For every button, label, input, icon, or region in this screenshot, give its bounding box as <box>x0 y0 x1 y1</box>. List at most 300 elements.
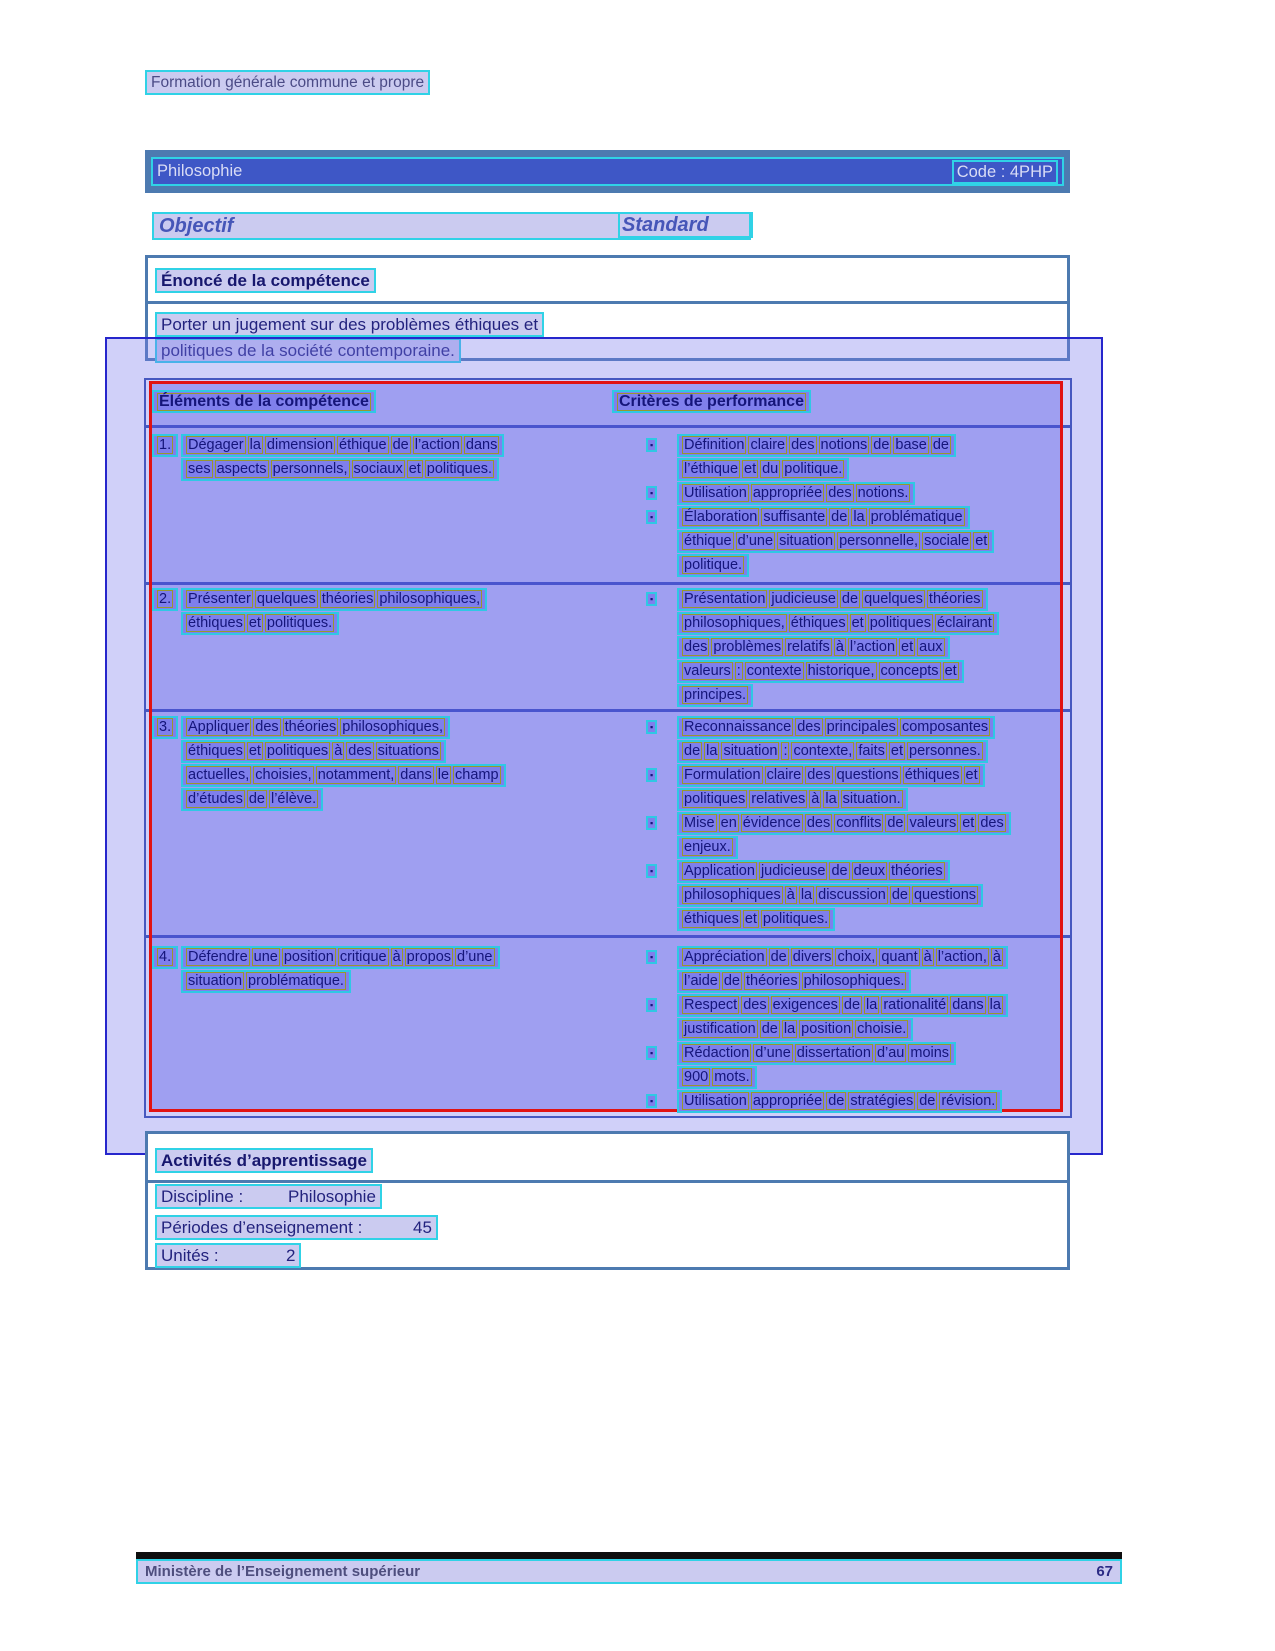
word: claire <box>766 767 802 783</box>
footer-ministry: Ministère de l’Enseignement supérieur <box>145 1563 421 1580</box>
field-label: Périodes d’enseignement : <box>161 1218 363 1237</box>
word: et <box>962 815 975 831</box>
footer-rule <box>136 1552 1122 1559</box>
word: politiques. <box>762 911 829 927</box>
text-line-box <box>181 970 351 993</box>
word: à <box>334 743 343 759</box>
criterion <box>650 482 1072 506</box>
text-line-box <box>181 458 499 481</box>
word: et <box>901 639 914 655</box>
word: théories <box>321 591 374 607</box>
course-title: Philosophie <box>157 162 243 180</box>
text-line <box>677 1090 1072 1114</box>
word: des <box>807 767 831 783</box>
text-line <box>677 908 1072 932</box>
objectif-standard-band <box>152 212 751 240</box>
text-line <box>677 612 1072 636</box>
word: l’aide <box>684 973 718 989</box>
text-line-box <box>677 788 908 811</box>
word: enjeux. <box>684 839 731 855</box>
word: : <box>783 743 788 759</box>
table-header-elements: Éléments de la compétence <box>152 390 376 413</box>
word: la <box>783 1021 796 1037</box>
criterion <box>650 506 1072 578</box>
word: critique <box>339 949 387 965</box>
criterion <box>650 946 1072 994</box>
word: composantes <box>901 719 989 735</box>
activites-divider <box>148 1180 1067 1183</box>
word: des <box>806 815 831 831</box>
word: Appliquer <box>188 719 250 735</box>
word: philosophiques, <box>684 615 785 631</box>
table-row <box>144 434 1072 578</box>
word: valeurs <box>684 663 731 679</box>
table-header-row <box>152 390 1080 413</box>
word: l’action <box>414 437 460 453</box>
word: concepts <box>880 663 939 679</box>
word: Présentation <box>684 591 766 607</box>
text-line <box>677 884 1072 908</box>
text-line <box>677 994 1072 1018</box>
word: éthiques <box>188 615 243 631</box>
enonce-divider <box>148 301 1067 304</box>
word: des <box>791 437 815 453</box>
word: éthiques <box>904 767 960 783</box>
word: politiques. <box>426 461 493 477</box>
text-line-box <box>677 716 995 739</box>
criterion <box>650 716 1072 764</box>
word: Utilisation <box>684 1093 747 1109</box>
top-label-text: Formation générale commune et propre <box>145 70 430 95</box>
word: à <box>923 949 932 965</box>
bullet-icon: ▪ <box>646 486 657 500</box>
text-line <box>677 588 1072 612</box>
word: Formulation <box>684 767 761 783</box>
word: et <box>890 743 904 759</box>
word: la <box>825 791 837 807</box>
word: d’une <box>755 1045 791 1061</box>
criteria-cell <box>612 434 1072 578</box>
word: politique. <box>684 557 743 573</box>
word: personnes. <box>909 743 981 759</box>
text-line-box <box>677 1090 1002 1113</box>
word: historique, <box>807 663 875 679</box>
word: en <box>720 815 737 831</box>
word: théories <box>928 591 981 607</box>
word: politiques <box>266 743 329 759</box>
word: actuelles, <box>188 767 250 783</box>
word: deux <box>853 863 886 879</box>
text-line-box <box>677 994 1008 1017</box>
word: et <box>944 663 957 679</box>
bullet-icon: ▪ <box>646 768 657 782</box>
word: et <box>744 911 757 927</box>
word: notions. <box>857 485 909 501</box>
word: position <box>801 1021 852 1037</box>
text-line <box>677 482 1072 506</box>
element-cell <box>144 588 612 708</box>
text-line <box>181 716 612 740</box>
word: contexte, <box>793 743 853 759</box>
field-unites <box>155 1243 301 1268</box>
word: et <box>248 615 261 631</box>
word: principes. <box>684 687 747 703</box>
text-line-box <box>677 554 749 577</box>
word: situations <box>377 743 439 759</box>
bullet-icon: ▪ <box>646 438 657 452</box>
word: à <box>811 791 820 807</box>
word: Dégager <box>188 437 244 453</box>
footer <box>136 1559 1122 1584</box>
word: l’éthique <box>684 461 739 477</box>
word: dans <box>465 437 498 453</box>
word: Application <box>684 863 755 879</box>
enonce-box <box>145 255 1070 361</box>
footer-page-number: 67 <box>1096 1563 1113 1580</box>
word: dans <box>952 997 984 1013</box>
text-line <box>677 836 1072 860</box>
bullet-icon: ▪ <box>646 864 657 878</box>
text-line-box <box>181 764 506 787</box>
word: quelques <box>256 591 316 607</box>
text-line-box <box>677 636 950 659</box>
text-line-box <box>677 970 911 993</box>
word: problématique. <box>248 973 344 989</box>
word: 4. <box>159 949 172 965</box>
word: personnels, <box>272 461 348 477</box>
text-line <box>181 946 612 970</box>
bullet-icon: ▪ <box>646 950 657 964</box>
text-line-box <box>677 1066 757 1089</box>
word: d’au <box>876 1045 905 1061</box>
word: et <box>851 615 864 631</box>
element-cell <box>144 434 612 578</box>
word: de <box>891 887 908 903</box>
text-line <box>181 740 612 764</box>
word: politiques <box>684 791 746 807</box>
word: questions <box>913 887 977 903</box>
bullet-icon: ▪ <box>646 720 657 734</box>
criteria-cell <box>612 716 1072 932</box>
word: des <box>743 997 767 1013</box>
bullet-icon: ▪ <box>646 816 657 830</box>
word: 2. <box>159 591 172 607</box>
text-line <box>677 636 1072 660</box>
word: conflits <box>836 815 882 831</box>
element-cell <box>144 946 612 1114</box>
word: choisies, <box>255 767 312 783</box>
enonce-line: politiques de la société contemporaine. <box>155 338 461 363</box>
text-line <box>677 458 1072 482</box>
course-title-strip <box>151 157 1064 186</box>
word: éclairant <box>936 615 992 631</box>
word: philosophiques <box>684 887 781 903</box>
word: base <box>895 437 927 453</box>
field-value: Philosophie <box>288 1187 376 1206</box>
word: Défendre <box>188 949 248 965</box>
word: philosophiques, <box>342 719 444 735</box>
text-line-box <box>677 946 1008 969</box>
text-line <box>677 1042 1072 1066</box>
criterion <box>650 434 1072 482</box>
criterion <box>650 994 1072 1042</box>
text-line <box>181 612 612 636</box>
word: choix, <box>837 949 876 965</box>
word: la <box>249 437 261 453</box>
word: champ <box>455 767 499 783</box>
word: notamment, <box>317 767 395 783</box>
text-line-box <box>677 612 999 635</box>
field-label: Discipline : <box>161 1187 244 1206</box>
objectif-heading: Objectif <box>159 215 234 237</box>
word: la <box>706 743 718 759</box>
text-line <box>677 530 1072 554</box>
field-value: 45 <box>413 1218 432 1237</box>
course-title-bar <box>145 150 1070 193</box>
criterion <box>650 1090 1072 1114</box>
criterion <box>650 764 1072 812</box>
top-label <box>145 70 430 95</box>
row-number <box>152 946 178 969</box>
word: 900 <box>684 1069 709 1085</box>
word: la <box>989 997 1001 1013</box>
word: judicieuse <box>760 863 826 879</box>
text-line <box>677 764 1072 788</box>
word: stratégies <box>850 1093 914 1109</box>
word: éthique <box>339 437 387 453</box>
word: Mise <box>684 815 715 831</box>
bullet-icon: ▪ <box>646 1046 657 1060</box>
word: discussion <box>818 887 886 903</box>
word: le <box>437 767 450 783</box>
word: moins <box>910 1045 950 1061</box>
word: et <box>408 461 421 477</box>
word: de <box>723 973 740 989</box>
text-line-box <box>677 1018 913 1041</box>
word: relatives <box>751 791 806 807</box>
word: position <box>283 949 334 965</box>
word: de <box>761 1021 778 1037</box>
table-row <box>144 588 1072 708</box>
word: de <box>932 437 949 453</box>
word: dimension <box>266 437 334 453</box>
word: la <box>853 509 865 525</box>
word: relatifs <box>787 639 830 655</box>
word: de <box>887 815 904 831</box>
word: philosophiques, <box>379 591 481 607</box>
word: Présenter <box>188 591 251 607</box>
text-line-box <box>677 884 983 907</box>
table-header-criteres: Critères de performance <box>612 390 811 413</box>
word: sociaux <box>353 461 403 477</box>
text-line-box <box>677 458 849 481</box>
word: situation. <box>842 791 901 807</box>
word: dissertation <box>796 1045 871 1061</box>
criteria-cell <box>612 588 1072 708</box>
word: d’une <box>737 533 774 549</box>
text-line-box <box>677 684 753 707</box>
word: personnelle, <box>839 533 919 549</box>
word: quelques <box>864 591 923 607</box>
word: théories <box>746 973 798 989</box>
word: Utilisation <box>684 485 747 501</box>
word: de <box>831 509 848 525</box>
word: divers <box>792 949 832 965</box>
text-line <box>677 434 1072 458</box>
word: éthiques <box>790 615 846 631</box>
bullet-icon: ▪ <box>646 592 657 606</box>
text-line-box <box>677 860 950 883</box>
word: politiques. <box>266 615 333 631</box>
criterion <box>650 1042 1072 1090</box>
word: de <box>843 997 861 1013</box>
text-line-box <box>677 836 738 859</box>
word: politiques <box>869 615 931 631</box>
text-line-box <box>181 716 450 739</box>
word: claire <box>750 437 786 453</box>
text-line <box>677 860 1072 884</box>
field-discipline <box>155 1184 382 1209</box>
word: des <box>980 815 1004 831</box>
word: propos <box>406 949 452 965</box>
text-line-box <box>181 946 500 969</box>
bullet-icon: ▪ <box>646 998 657 1012</box>
word: ses <box>188 461 211 477</box>
text-line <box>677 740 1072 764</box>
word: dans <box>400 767 432 783</box>
activites-box <box>145 1131 1070 1270</box>
word: d’études <box>188 791 243 807</box>
text-line <box>677 716 1072 740</box>
word: à <box>392 949 401 965</box>
word: Appréciation <box>684 949 765 965</box>
word: de <box>873 437 890 453</box>
word: 3. <box>159 719 172 735</box>
course-code: Code : 4PHP <box>952 160 1058 184</box>
word: des <box>684 639 708 655</box>
word: suffisante <box>763 509 826 525</box>
criterion <box>650 812 1072 860</box>
word: situation <box>723 743 778 759</box>
word: à <box>786 887 795 903</box>
text-line <box>677 946 1072 970</box>
word: l’action, <box>937 949 987 965</box>
row-number <box>152 716 178 739</box>
word: à <box>992 949 1001 965</box>
text-line-box <box>181 788 323 811</box>
bullet-icon: ▪ <box>646 1094 657 1108</box>
row-number <box>152 434 178 457</box>
word: de <box>770 949 787 965</box>
word: Reconnaissance <box>684 719 792 735</box>
word: Élaboration <box>684 509 758 525</box>
word: situation <box>188 973 243 989</box>
word: valeurs <box>909 815 957 831</box>
text-line-box <box>677 482 915 505</box>
text-line <box>181 434 612 458</box>
word: quant <box>881 949 918 965</box>
word: 1. <box>159 437 172 453</box>
table-content <box>144 378 1072 1118</box>
word: théories <box>891 863 943 879</box>
activites-title: Activités d’apprentissage <box>155 1148 373 1173</box>
word: des <box>828 485 852 501</box>
criteria-cell <box>612 946 1072 1114</box>
word: problèmes <box>713 639 782 655</box>
word: contexte <box>746 663 802 679</box>
text-line-box <box>677 812 1011 835</box>
enonce-line: Porter un jugement sur des problèmes éthiques et <box>155 312 544 337</box>
word: politique. <box>784 461 843 477</box>
word: d’une <box>457 949 493 965</box>
word: choisie. <box>857 1021 907 1037</box>
word: et <box>248 743 261 759</box>
word: de <box>919 1093 936 1109</box>
word: de <box>248 791 265 807</box>
word: et <box>975 533 988 549</box>
row-number <box>152 588 178 611</box>
text-line-box <box>181 588 487 611</box>
field-label: Unités : <box>161 1246 219 1265</box>
word: exigences <box>772 997 838 1013</box>
text-line <box>677 1018 1072 1042</box>
word: problématique <box>870 509 963 525</box>
text-line-box <box>677 764 985 787</box>
word: de <box>841 591 859 607</box>
word: évidence <box>742 815 801 831</box>
bullet-icon: ▪ <box>646 510 657 524</box>
text-line-box <box>677 530 994 553</box>
word: l’action <box>849 639 896 655</box>
word: faits <box>858 743 885 759</box>
text-line-box <box>677 1042 956 1065</box>
word: judicieuse <box>771 591 836 607</box>
word: de <box>684 743 701 759</box>
text-line <box>181 764 612 788</box>
word: une <box>253 949 278 965</box>
text-line-box <box>677 506 970 529</box>
word: sociale <box>924 533 970 549</box>
word: philosophiques. <box>803 973 905 989</box>
text-line-box <box>677 908 835 931</box>
table-row <box>144 716 1072 932</box>
word: des <box>797 719 821 735</box>
text-line <box>181 458 612 482</box>
text-line-box <box>181 740 446 763</box>
word: la <box>800 887 813 903</box>
word: Définition <box>684 437 745 453</box>
word: éthiques <box>684 911 739 927</box>
element-cell <box>144 716 612 932</box>
text-line <box>181 788 612 812</box>
word: de <box>392 437 409 453</box>
text-line-box <box>677 740 988 763</box>
text-line-box <box>677 588 988 611</box>
text-line-box <box>181 434 504 457</box>
word: Respect <box>684 997 738 1013</box>
word: éthique <box>684 533 732 549</box>
criterion <box>650 588 1072 708</box>
enonce-title: Énoncé de la compétence <box>155 268 376 293</box>
word: théories <box>284 719 337 735</box>
table-row <box>144 946 1072 1114</box>
word: mots. <box>714 1069 750 1085</box>
text-line-box <box>181 612 339 635</box>
word: appropriée <box>752 1093 823 1109</box>
word: situation <box>779 533 834 549</box>
word: des <box>255 719 279 735</box>
word: éthiques <box>188 743 243 759</box>
